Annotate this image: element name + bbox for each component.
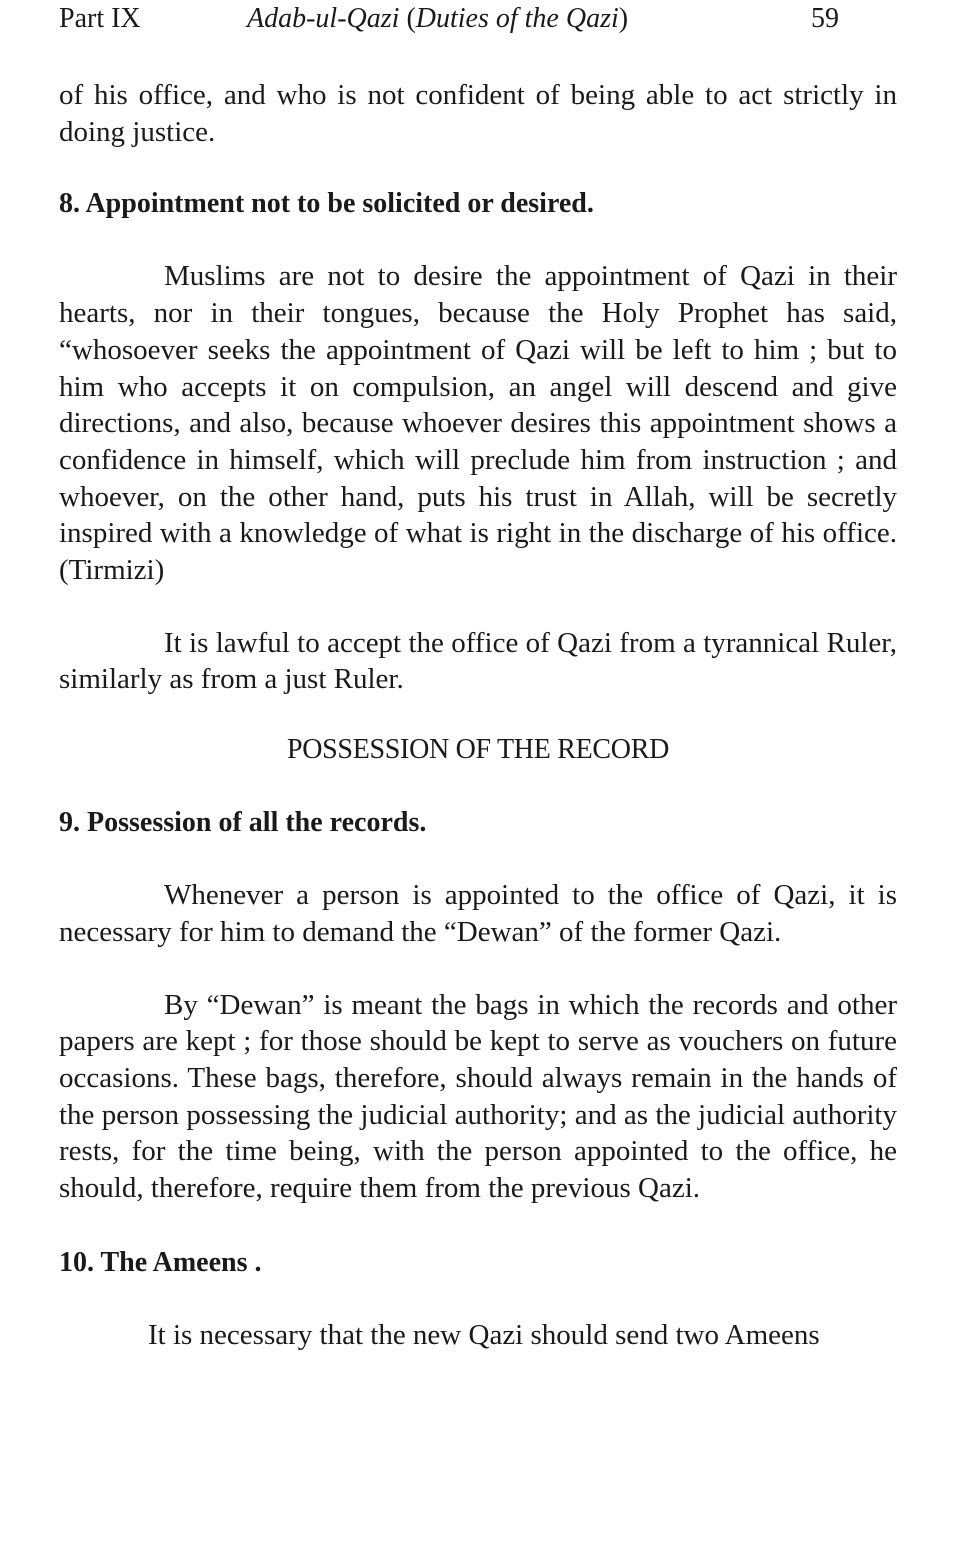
title-main: Adab-ul-Qazi	[247, 3, 400, 34]
section-8-paragraph-1: Muslims are not to desire the appointment of Qazi in their hearts, nor in their tongues, because the Holy Prophet has said, “whosoever seeks the appointment of Qazi will be left to him ; but to him who accepts it on compulsion, an angel will descend and give directions, and also, because whoever desires this appointment shows a confidence in himself, which will preclude him from instruction ; and whoever, on the other hand, puts his trust in Allah, will be secretly inspired with a knowledge of what is right in the discharge of his office. (Tirmizi)	[59, 260, 897, 587]
section-9-heading: 9. Possession of all the records.	[59, 807, 427, 839]
title-paren-close: )	[618, 3, 629, 34]
part-label: Part IX	[59, 3, 141, 34]
continuation-paragraph: of his office, and who is not confident of being able to act strictly in doing justice.	[59, 79, 897, 148]
title-sub: Duties of the Qazi	[415, 3, 619, 34]
section-10-paragraph-1: It is necessary that the new Qazi should send two Ameens	[148, 1318, 820, 1351]
section-10-heading: 10. The Ameens .	[59, 1246, 262, 1278]
running-title	[247, 3, 628, 35]
page-number: 59	[811, 3, 839, 34]
centered-heading: POSSESSION OF THE RECORD	[286, 734, 670, 766]
section-8-paragraph-2: It is lawful to accept the office of Qazi from a tyrannical Ruler, similarly as from a just Ruler.	[59, 626, 897, 696]
section-9-paragraph-2: By “Dewan” is meant the bags in which the records and other papers are kept ; for those should be kept to serve as vouchers on future occasions. These bags, therefore, should always remain in the hands of the person possessing the judicial authority; and as the judicial authority rests, for the time being, with the person appointed to the office, he should, therefore, require them from the previous Qazi.	[59, 988, 897, 1205]
document-page	[59, 0, 897, 1353]
section-9-paragraph-1: Whenever a person is appointed to the office of Qazi, it is necessary for him to demand the “Dewan” of the former Qazi.	[59, 879, 897, 948]
running-header	[59, 0, 897, 44]
title-paren-open: (	[406, 3, 416, 34]
section-8-heading: 8. Appointment not to be solicited or desired.	[59, 188, 594, 220]
